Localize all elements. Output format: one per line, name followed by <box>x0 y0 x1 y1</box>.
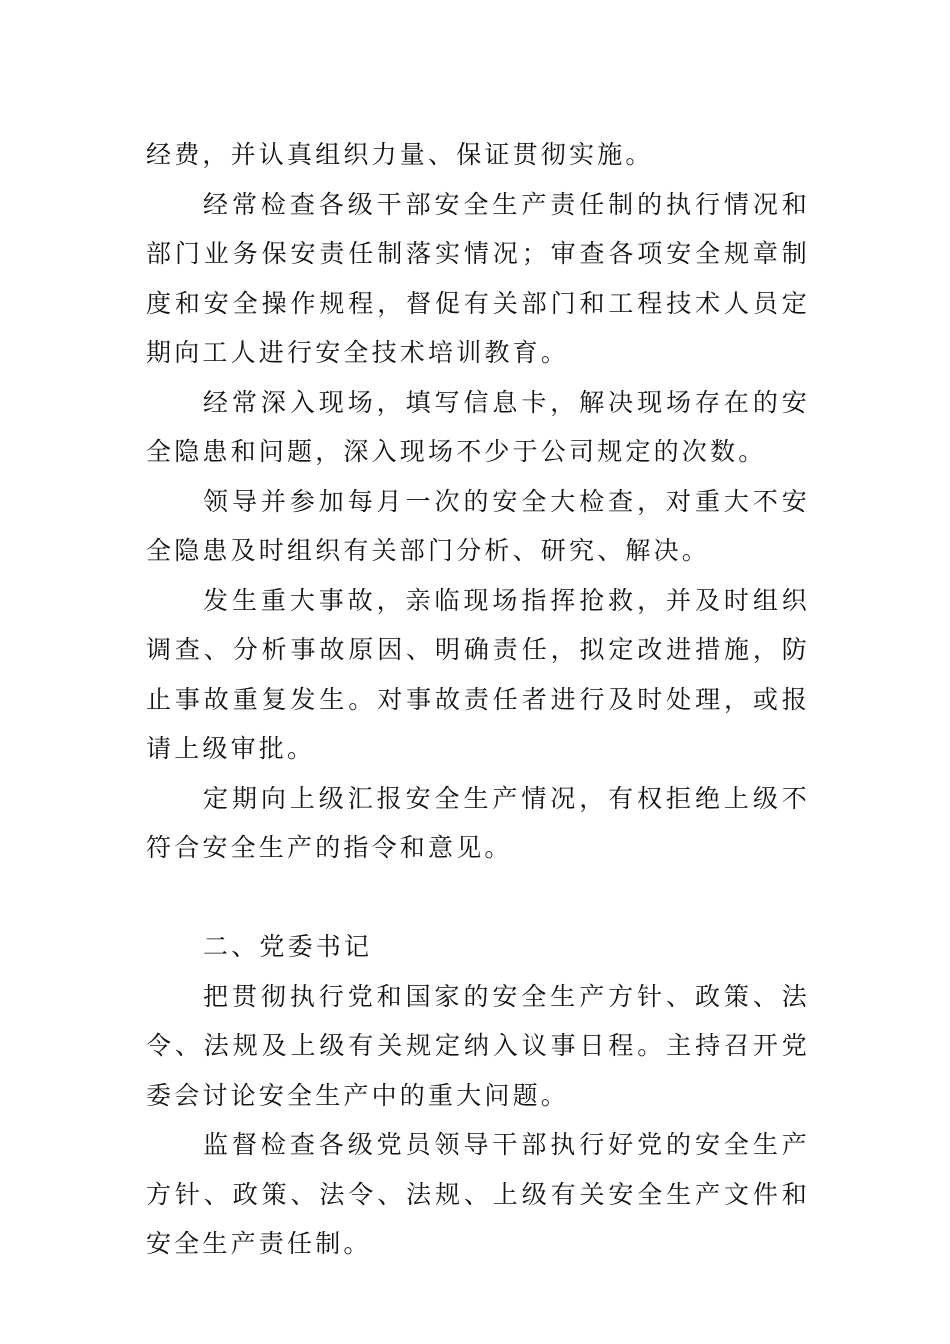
paragraph-inspection: 经常检查各级干部安全生产责任制的执行情况和部门业务保安责任制落实情况；审查各项安全规章制度和安全操作规程，督促有关部门和工程技术人员定期向工人进行安全技术培训教育。 <box>146 189 810 367</box>
paragraph-reporting: 定期向上级汇报安全生产情况，有权拒绝上级不符合安全生产的指令和意见。 <box>146 783 810 862</box>
paragraph-party-supervision: 监督检查各级党员领导干部执行好党的安全生产方针、政策、法令、法规、上级有关安全生产文件和安全生产责任制。 <box>146 1130 810 1258</box>
paragraph-monthly-check: 领导并参加每月一次的安全大检查，对重大不安全隐患及时组织有关部门分析、研究、解决。 <box>146 486 810 565</box>
document-body <box>146 130 810 1269</box>
paragraph-accident-handling: 发生重大事故，亲临现场指挥抢救，并及时组织调查、分析事故原因、明确责任，拟定改进措施，防止事故重复发生。对事故责任者进行及时处理，或报请上级审批。 <box>146 585 810 763</box>
paragraph-continuation: 经费，并认真组织力量、保证贯彻实施。 <box>146 140 654 169</box>
paragraph-party-agenda: 把贯彻执行党和国家的安全生产方针、政策、法令、法规及上级有关规定纳入议事日程。主持召开党委会讨论安全生产中的重大问题。 <box>146 981 810 1110</box>
paragraph-site-visits: 经常深入现场，填写信息卡，解决现场存在的安全隐患和问题，深入现场不少于公司规定的次数。 <box>146 387 810 466</box>
section-heading: 二、党委书记 <box>203 932 373 961</box>
